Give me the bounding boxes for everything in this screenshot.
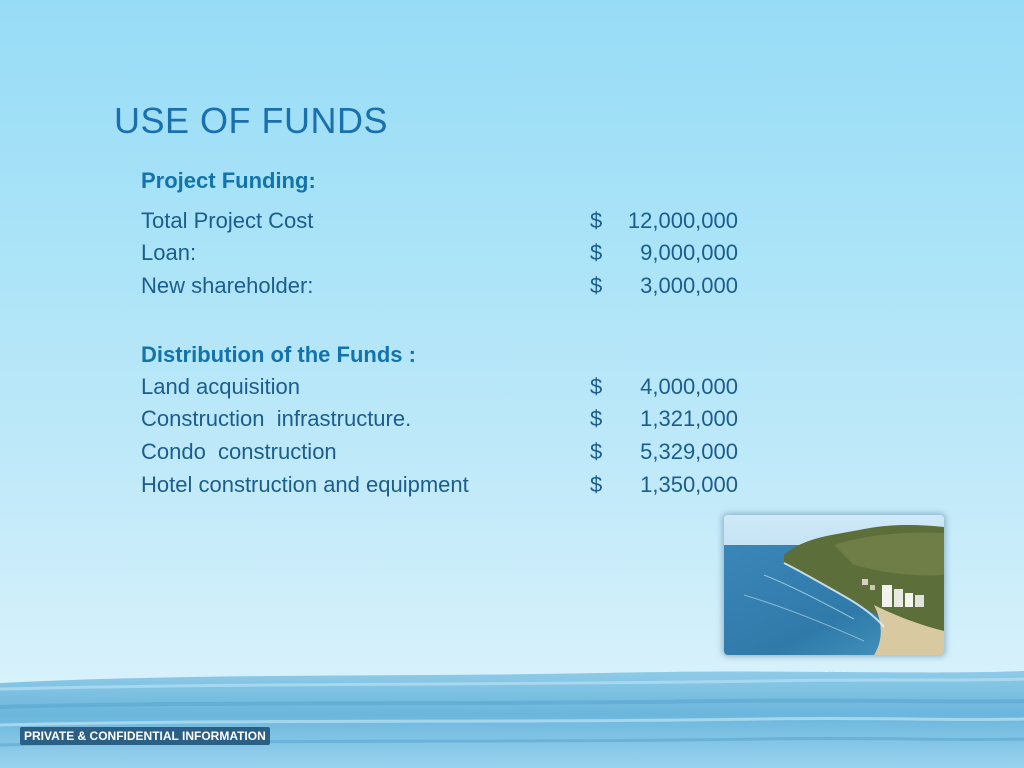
slide-title: USE OF FUNDS — [114, 100, 389, 141]
funding-row-amount: 9,000,000 — [640, 240, 738, 265]
funding-row-label: Loan: — [141, 240, 197, 265]
distribution-row — [141, 374, 741, 404]
distribution-row-label: Condo construction — [141, 439, 337, 464]
distribution-row — [141, 439, 741, 469]
water-band — [0, 655, 1024, 768]
distribution-row-label: Land acquisition — [141, 374, 301, 399]
distribution-row-currency: $ — [590, 439, 603, 464]
coastline-photo — [724, 515, 944, 655]
funding-row-label: New shareholder: — [141, 273, 314, 298]
distribution-row — [141, 472, 741, 502]
distribution-row — [141, 406, 741, 436]
funding-row-currency: $ — [590, 240, 603, 265]
funding-row — [141, 273, 741, 303]
distribution-heading: Distribution of the Funds : — [141, 342, 416, 367]
confidential-footer: PRIVATE & CONFIDENTIAL INFORMATION — [20, 727, 270, 745]
distribution-row-amount: 1,350,000 — [640, 472, 738, 497]
funding-row-amount: 3,000,000 — [640, 273, 738, 298]
distribution-row-currency: $ — [590, 472, 603, 497]
funding-row-currency: $ — [590, 208, 603, 233]
distribution-row-amount: 5,329,000 — [640, 439, 738, 464]
distribution-row-amount: 1,321,000 — [640, 406, 738, 431]
distribution-row-label: Construction infrastructure. — [141, 406, 412, 431]
funding-row-amount: 12,000,000 — [627, 208, 738, 233]
distribution-row-currency: $ — [590, 374, 603, 399]
distribution-row-label: Hotel construction and equipment — [141, 472, 469, 497]
funding-row — [141, 240, 741, 270]
distribution-row-amount: 4,000,000 — [640, 374, 738, 399]
funding-row — [141, 208, 741, 238]
distribution-row-currency: $ — [590, 406, 603, 431]
funding-row-currency: $ — [590, 273, 603, 298]
project-funding-heading: Project Funding: — [141, 168, 316, 193]
funding-row-label: Total Project Cost — [141, 208, 314, 233]
